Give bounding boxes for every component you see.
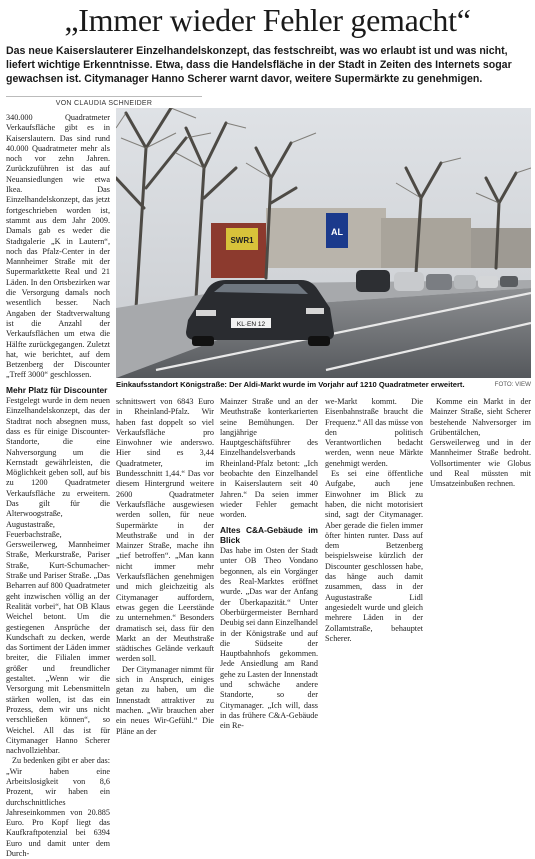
paragraph: Der Citymanager nimmt für sich in Anspruch, einiges getan zu haben, um die Innenstadt attraktiver zu machen. „Wir brauchen aber ein neues Wir-Gefühl.“ Die Pläne an der xyxy=(116,664,214,736)
lead-paragraph: Das neue Kaiserslauterer Einzelhandelskonzept, das festschreibt, was wo erlaubt ist und was nicht, liefert wichtige Erkenntnisse. Etwa, dass die Handelsfläche in der Stadt in Zeiten des Internets sogar gewachsen ist. Citymanager Hanno Scherer warnt davor, weitere Supermärkte zu genehmigen. xyxy=(6,45,512,85)
license-plate-text: KL·EN 12 xyxy=(236,321,266,328)
paragraph: Zu bedenken gibt er aber das: „Wir haben eine Arbeitslosigkeit von 8,6 Prozent, wir haben ein durchschnittliches Jahreseinkommen von 20.885 Euro. Pro Kopf liegt das Kaufkraftpotenzial bei 6394 Euro und damit unter dem Durch- xyxy=(6,756,110,859)
paragraph: schnittswert von 6843 Euro in Rheinland-Pfalz. Wir haben fast doppelt so viel Verkaufsfläche pro Einwohner wie anderswo. Hier sind es 3,44 Quadratmeter, im Bundesschnitt 1,44.“ Das vor diesem Hintergrund weitere 2600 Quadratmeter Verkaufsfläche ausgewiesen werden sollen, für neue Supermärkte in der Meuthstraße und in der Mainzer Straße, mache ihn „tief betroffen“. „Man kann nicht immer mehr Verkaufsflächen genehmigen und mich gleichzeitig als Citymanager auffordern, etwas gegen die Leerstände zu unternehmen.“ Besonders dramatisch sei, dass für den Markt an der Meuthstraße städtisches Gelände verkauft werden soll. xyxy=(116,397,214,664)
street-scene-image xyxy=(116,108,531,378)
photo-credit: FOTO: VIEW xyxy=(494,381,531,388)
paragraph: Mainzer Straße und an der Meuthstraße konterkarierten seine Bemühungen. Der langjährige Hauptgeschäftsführer des Einzelhandelsverbands Rheinland-Pfalz betont: „Ich beobachte den Einzelhandel in Kaiserslautern seit 40 Jahren.“ Da seien immer wieder Fehler gemacht worden. xyxy=(220,397,318,520)
paragraph: Es sei eine öffentliche Aufgabe, auch jene Einwohner im Blick zu haben, die nicht motorisiert sind, sagt der Citymanager. Aber gerade die fielen immer öfter hinten runter. Dass auf dem Betzenberg beispielsweise kürzlich der Discounter geschlossen habe, das hänge auch damit zusammen, dass in der Augustastraße Lidl angesiedelt wurde und gleich mehrere Läden in der Zollamtstraße, behauptet Scherer. xyxy=(325,469,423,643)
paragraph: Komme ein Markt in der Mainzer Straße, sieht Scherer bestehende Nahversorger im Grübentälchen, Gersweilerweg und in der Mannheimer Straße bedroht. Vollsortimenter wie Globus und Real müssten mit Umsatzeinbußen rechnen. xyxy=(430,397,531,489)
byline: VON CLAUDIA SCHNEIDER xyxy=(6,96,202,107)
paragraph: 340.000 Quadratmeter Verkaufsfläche gibt es in Kaiserslautern. Das sind rund 40.000 Quadratmeter mehr als noch vor zehn Jahren. Zurückzuführen ist das auf Neuansiedlungen wie etwa Ikea. Das Einzelhandelskonzept, das jetzt fortgeschrieben worden ist, stammt aus dem Jahr 2009. Damals gab es weder die Stadtgalerie „K in Lautern“, noch das Pfalz-Center in der Mannheimer Straße mit der Supermarktkette Real und 21 Läden. In den Ortsbezirken war die Versorgung damals noch wesentlich besser. Nach Angaben der Stadtverwaltung ist die Anzahl der Verkaufsflächen um etwa die Hälfte zurückgegangen. Zuletzt hat, wie berichtet, auf dem Betzenberg der Discounter „Treff 3000“ geschlossen. xyxy=(6,113,110,380)
aldi-sign-label: AL xyxy=(331,227,343,237)
street-photo xyxy=(116,108,531,378)
main-car xyxy=(186,280,334,346)
paragraph: Das habe im Osten der Stadt unter OB Theo Vondano begonnen, als ein Vorgänger des Real-Marktes eröffnet wurde. „Das war der Anfang der Überkapazität.“ Unter Oberbürgermeister Bernhard Deubig sei dann Einzelhandel in der Königstraße und auf die Südseite der Hauptbahnhofs gekommen. Jede Ansiedlung am Rand gehe zu Lasten der Innenstadt und schwäche andere Standorte, so der Citymanager. „Ich will, dass in das frühere C&A-Gebäude ein Re- xyxy=(220,546,318,731)
article-column-4 xyxy=(325,397,423,644)
subheading: Mehr Platz für Discounter xyxy=(6,384,108,395)
subheading: Altes C&A-Gebäude im Blick xyxy=(220,524,318,545)
caption-text: Einkaufsstandort Königstraße: Der Aldi-Markt wurde im Vorjahr auf 1210 Quadratmeter erweitert. xyxy=(116,380,465,389)
paragraph: we-Markt kommt. Die Eisenbahnstraße braucht die Frequenz.“ All das müsse von den politisch Verantwortlichen bedacht werden, wenn neue Märkte genehmigt werden. xyxy=(325,397,424,468)
photo-caption xyxy=(116,380,531,389)
article-column-2 xyxy=(116,397,214,737)
article-column-3 xyxy=(220,397,318,732)
headline: „Immer wieder Fehler gemacht“ xyxy=(64,2,471,38)
article-column-5 xyxy=(430,397,531,490)
paragraph: Festgelegt wurde in dem neuen Einzelhandelskonzept, das der Stadtrat noch absegnen muss, dass es für einige Discounter-Standorte, die eine Nahversorgung um die Kernstadt gewährleisten, die Möglichkeit geben soll, auf bis zu 1200 Quadratmeter Verkaufsfläche zu erweitern. Das gilt für die Alterwoogstraße, Augustastraße, Feuerbachstraße, Gersweilerweg, Mannheimer Straße, Merkurstraße, Pariser Straße, Kurt-Schumacher-Straße und Pariser Straße. „Das Beharren auf 800 Quadratmeter geht inzwischen völlig an der Realität vorbei“, hat OB Klaus Weichel betont. Um die gestiegenen Ansprüche der Kundschaft zu decken, werde das Sortiment der Läden immer breiter, die Filialen immer größer und freundlicher gestaltet. „Wenn wir die Versorgung mit Lebensmitteln stärken wollen, ist das ein Prozess, dem wir uns nicht verschließen können“, so Weichel. All das ist für Citymanager Hanno Scherer nachvollziehbar. xyxy=(6,396,110,756)
billboard-label: SWR1 xyxy=(230,236,254,245)
article-column-1 xyxy=(6,113,110,859)
